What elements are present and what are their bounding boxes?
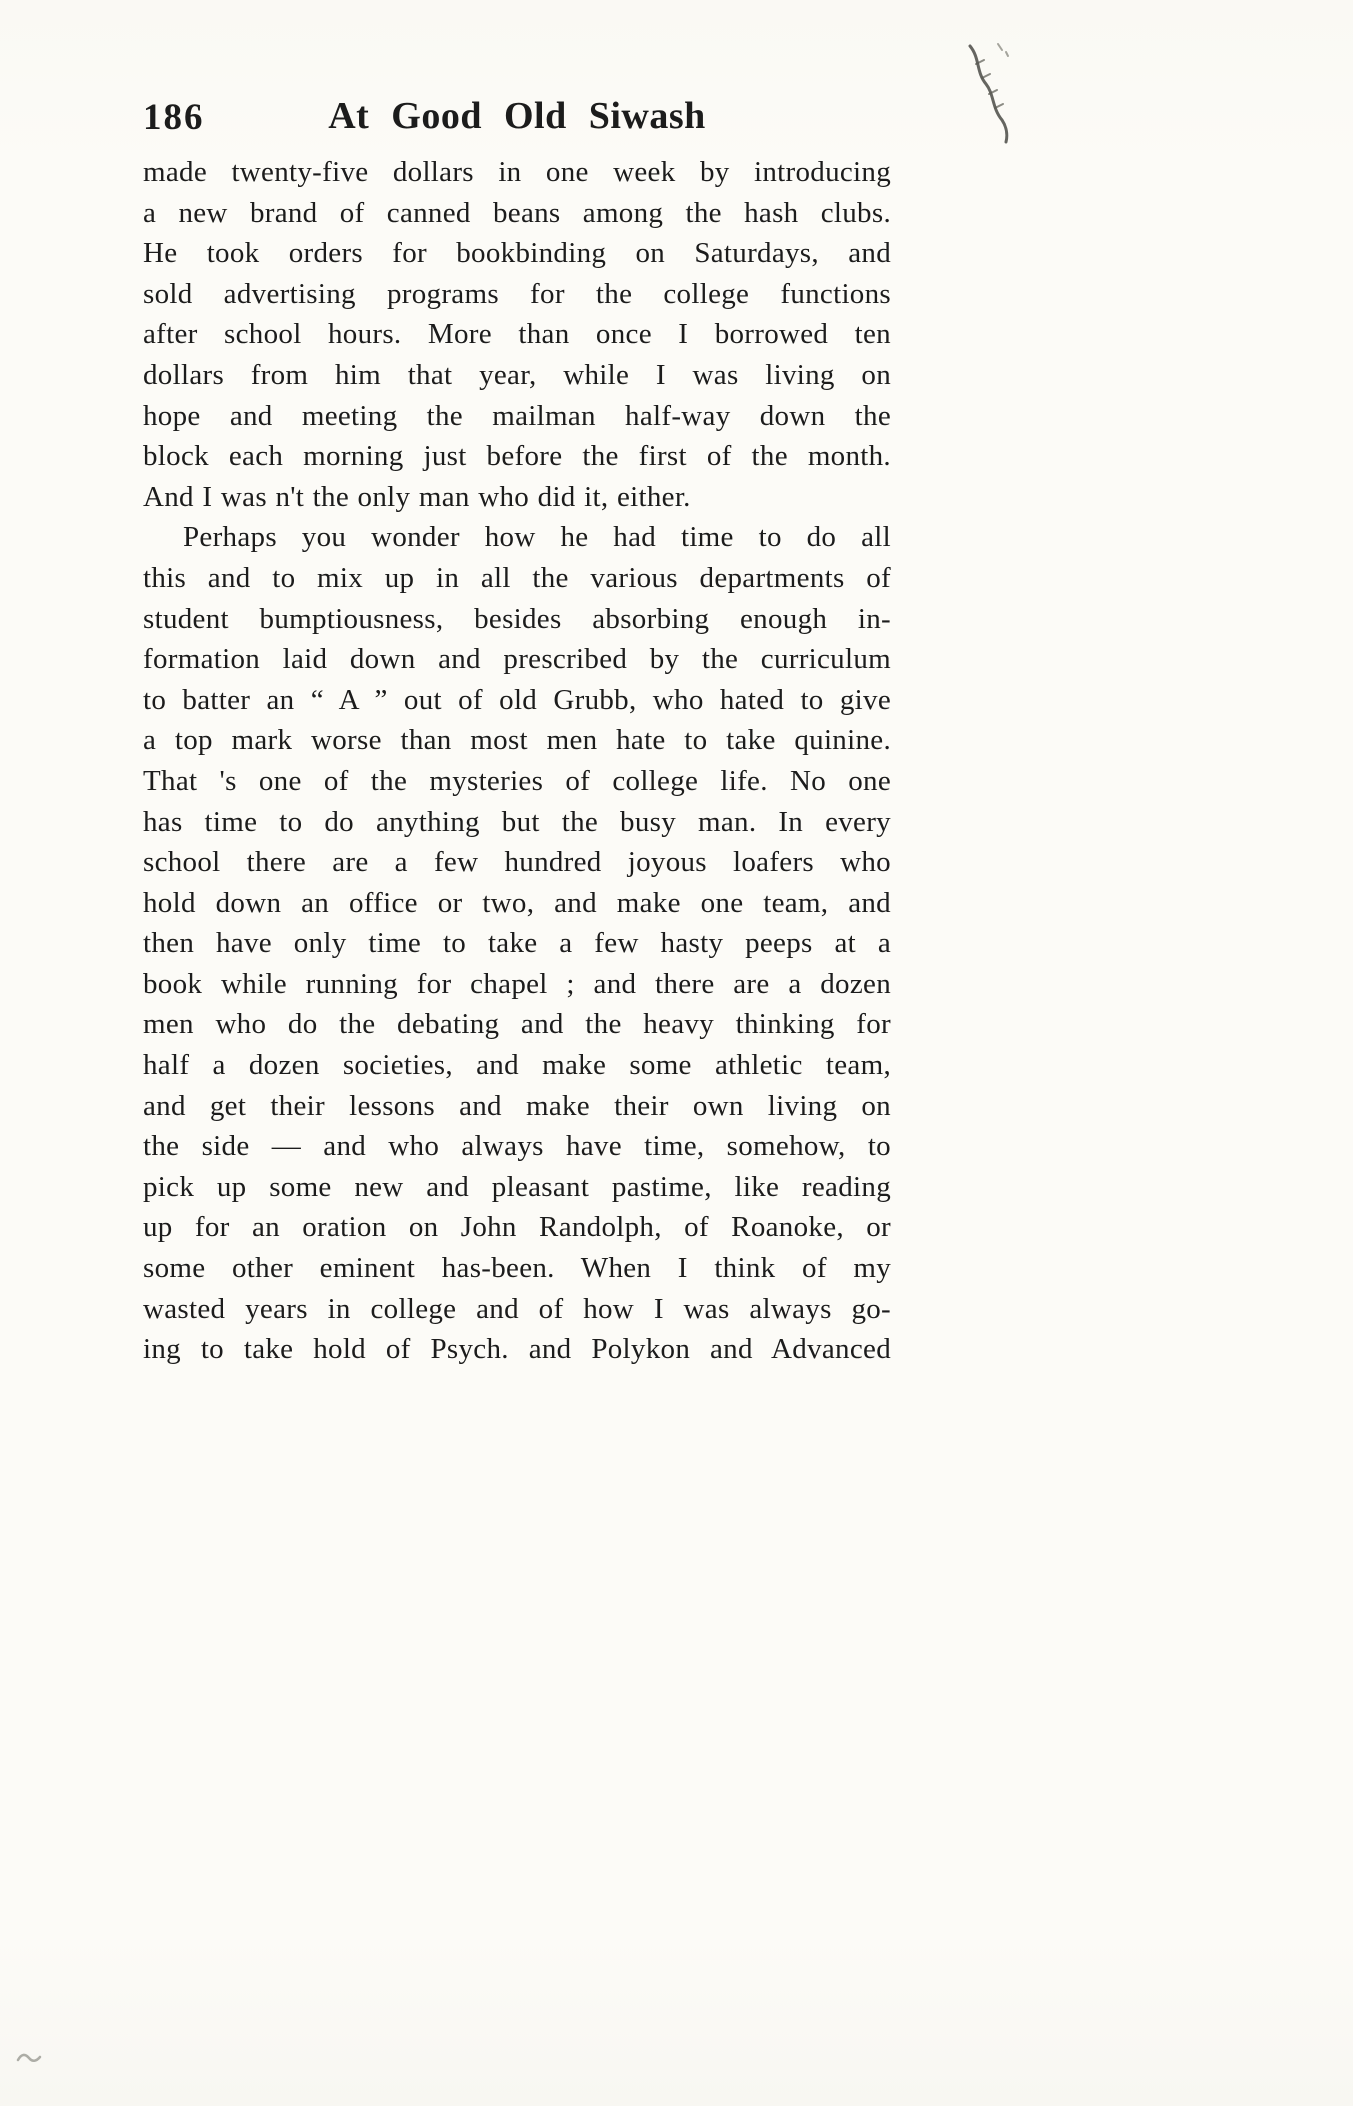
text-line: student bumptiousness, besides absorbing enough in- <box>143 602 891 635</box>
text-line: this and to mix up in all the various departments of <box>143 561 891 594</box>
text-line: the side — and who always have time, somehow, to <box>143 1130 891 1163</box>
text-line: made twenty-five dollars in one week by introducing <box>143 156 891 188</box>
text-line: That 's one of the mysteries of college life. No one <box>143 764 891 797</box>
text-line: formation laid down and prescribed by the curriculum <box>143 643 891 676</box>
text-line: book while running for chapel ; and there are a dozen <box>143 967 891 1000</box>
text-line: block each morning just before the first of the month. <box>143 440 891 473</box>
running-title: At Good Old Siwash <box>328 95 706 137</box>
body-text <box>143 152 891 1370</box>
text-line: Perhaps you wonder how he had time to do all <box>183 521 891 554</box>
text-line: half a dozen societies, and make some athletic team, <box>143 1049 891 1082</box>
paragraph <box>143 517 891 1369</box>
text-line: men who do the debating and the heavy thinking for <box>143 1008 891 1041</box>
text-line: has time to do anything but the busy man. In every <box>143 805 891 838</box>
text-line: a new brand of canned beans among the hash clubs. <box>143 196 891 229</box>
text-line: ing to take hold of Psych. and Polykon and Advanced <box>143 1333 891 1366</box>
text-line: up for an oration on John Randolph, of Roanoke, or <box>143 1211 891 1244</box>
text-line: some other eminent has-been. When I think of my <box>143 1252 891 1285</box>
text-line: school there are a few hundred joyous loafers who <box>143 846 891 879</box>
text-line: sold advertising programs for the college functions <box>143 277 891 310</box>
text-line: after school hours. More than once I borrowed ten <box>143 318 891 351</box>
text-line: hope and meeting the mailman half-way down the <box>143 399 891 432</box>
page-header <box>143 94 891 144</box>
text-line: then have only time to take a few hasty peeps at a <box>143 927 891 960</box>
text-line: And I was n't the only man who did it, either. <box>143 480 691 513</box>
scan-artifact-top-right <box>962 42 1014 146</box>
text-line: hold down an office or two, and make one team, and <box>143 886 891 919</box>
text-line: a top mark worse than most men hate to take quinine. <box>143 724 891 757</box>
paragraph <box>143 152 891 517</box>
text-line: He took orders for bookbinding on Saturdays, and <box>143 237 891 270</box>
scan-artifact-bottom-left <box>16 2048 56 2068</box>
text-line: to batter an “ A ” out of old Grubb, who hated to give <box>143 683 891 716</box>
page-number: 186 <box>143 97 205 138</box>
text-line: pick up some new and pleasant pastime, like reading <box>143 1170 891 1203</box>
text-line: and get their lessons and make their own living on <box>143 1089 891 1122</box>
text-line: dollars from him that year, while I was living on <box>143 358 891 391</box>
text-line: wasted years in college and of how I was always go- <box>143 1292 891 1325</box>
